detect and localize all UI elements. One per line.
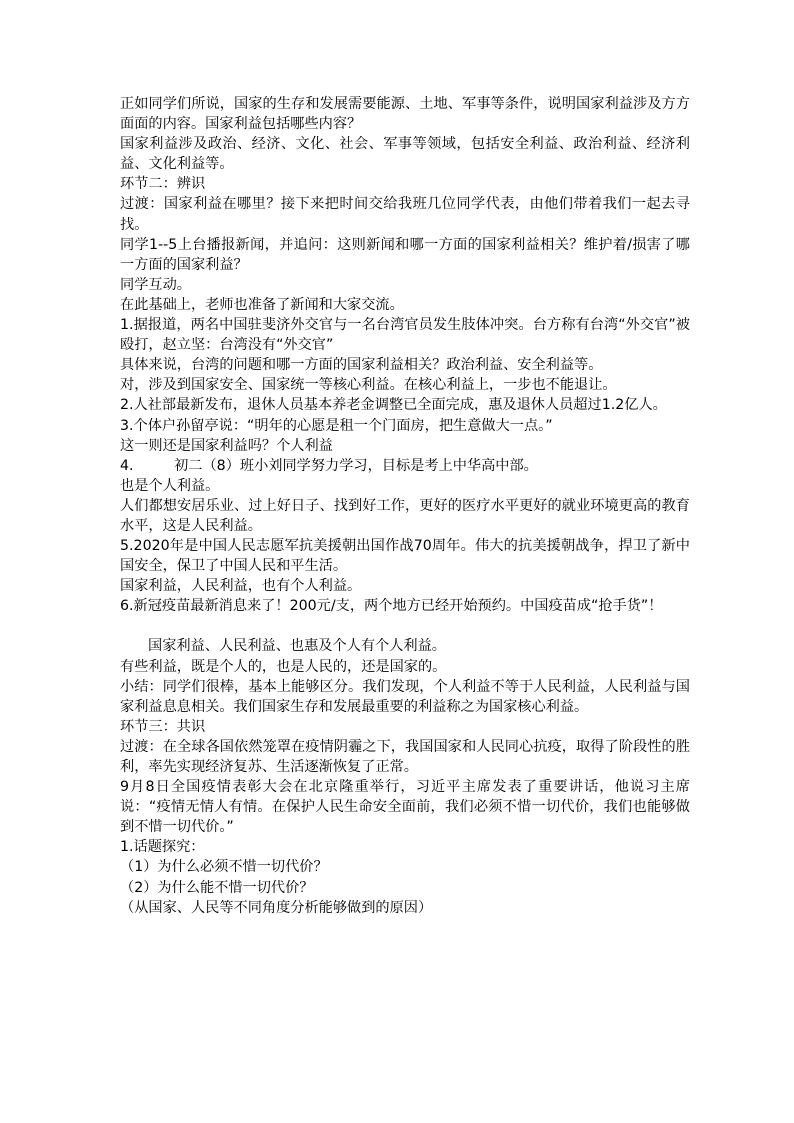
paragraph-shared-interest: 有些利益，既是个人的，也是人民的，还是国家的。 — [120, 658, 447, 675]
paragraph-student-news: 同学1--5上台播报新闻，并追问：这则新闻和哪一方面的国家利益相关？维护着/损害了哪一方面的国家利益？ — [120, 236, 690, 273]
question-2: （2）为什么能不惜一切代价？ — [120, 879, 314, 896]
news-item-5: 5.2020年是中国人民志愿军抗美援朝出国作战70周年。伟大的抗美援朝战争，捍卫了新中国安全，保卫了中国人民和平生活。 — [120, 538, 690, 575]
document-body — [120, 94, 690, 918]
paragraph-vaccine-interest: 国家利益、人民利益、也惠及个人有个人利益。 — [148, 638, 446, 655]
paragraph-national-interest-scope: 国家利益涉及政治、经济、文化、社会、军事等领域，包括安全利益、政治利益、经济利益、文化利益等。 — [120, 136, 690, 173]
paragraph-people-interest: 人们都想安居乐业、过上好日子、找到好工作，更好的医疗水平更好的就业环境更高的教育水平，这是人民利益。 — [120, 497, 690, 534]
paragraph-combined-interest: 国家利益，人民利益，也有个人利益。 — [120, 578, 362, 595]
paragraph-transition-1: 过渡：国家利益在哪里？接下来把时间交给我班几位同学代表，由他们带着我们一起去寻找。 — [120, 196, 690, 233]
news-item-2: 2.人社部最新发布，退休人员基本养老金调整已全面完成，惠及退休人员超过1.2亿人。 — [120, 397, 667, 414]
news-item-4: 4. 初二（8）班小刘同学努力学习，目标是考上中华高中部。 — [120, 457, 538, 474]
paragraph-personal-interest: 也是个人利益。 — [120, 477, 220, 494]
paragraph-speech: 9月8日全国疫情表彰大会在北京隆重举行，习近平主席发表了重要讲话，他说习主席说：“疫情无情人有情。在保护人民生命安全面前，我们必须不惜一切代价，我们也能够做到不惜一切代价。” — [120, 779, 690, 836]
section-heading-2: 环节二：辨识 — [120, 176, 206, 193]
paragraph-personal-interest-q: 这一则还是国家利益吗？个人利益 — [120, 437, 333, 454]
paragraph-intro: 正如同学们所说，国家的生存和发展需要能源、土地、军事等条件，说明国家利益涉及方方面面的内容。国家利益包括哪些内容？ — [120, 96, 690, 133]
paragraph-transition-2: 过渡：在全球各国依然笼罩在疫情阴霾之下，我国国家和人民同心抗疫，取得了阶段性的胜利，率先实现经济复苏、生活逐渐恢复了正常。 — [120, 738, 690, 775]
question-1: （1）为什么必须不惜一切代价？ — [120, 859, 328, 876]
paragraph-core-interest: 对，涉及到国家安全、国家统一等核心利益。在核心利益上，一步也不能退让。 — [120, 377, 617, 394]
paragraph-interaction: 同学互动。 — [120, 276, 191, 293]
paragraph-teacher-news: 在此基础上，老师也准备了新闻和大家交流。 — [120, 296, 404, 313]
paragraph-taiwan-analysis: 具体来说，台湾的问题和哪一方面的国家利益相关？政治利益、安全利益等。 — [120, 357, 603, 374]
news-item-6: 6.新冠疫苗最新消息来了！200元/支，两个地方已经开始预约。中国疫苗成“抢手货”！ — [120, 598, 663, 615]
paragraph-analysis-hint: （从国家、人民等不同角度分析能够做到的原因） — [120, 899, 433, 916]
news-item-1: 1.据报道，两名中国驻斐济外交官与一名台湾官员发生肢体冲突。台方称有台湾“外交官”被殴打，赵立坚：台湾没有“外交官” — [120, 317, 690, 354]
news-item-3: 3.个体户孙留亭说：“明年的心愿是租一个门面房，把生意做大一点。” — [120, 417, 553, 434]
paragraph-summary: 小结：同学们很棒，基本上能够区分。我们发现，个人利益不等于人民利益，人民利益与国家利益息息相关。我们国家生存和发展最重要的利益称之为国家核心利益。 — [120, 678, 690, 715]
section-heading-3: 环节三：共识 — [120, 718, 206, 735]
paragraph-topic: 1.话题探究： — [120, 839, 205, 856]
